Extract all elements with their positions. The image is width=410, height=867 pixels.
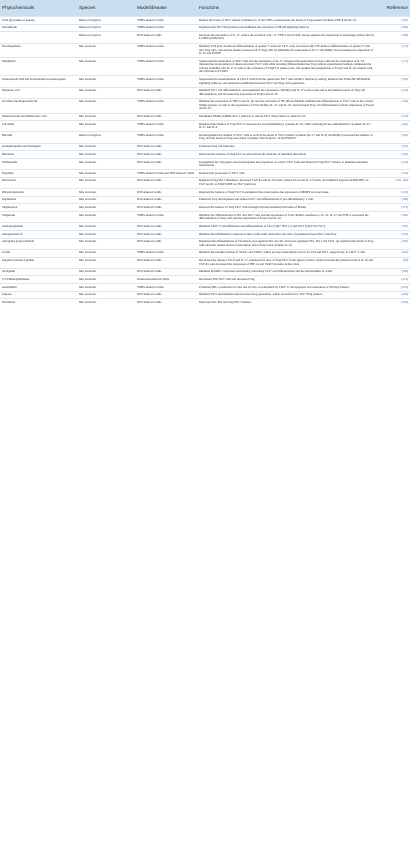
cell-functions: Regulated Treg/Th17 imbalance, increased TGF-β1 and IL-10 levels, reduced IL-6 and IL-17 levels, and inhibited hypoxia-mTOR-HIF-1α-Th17 and IL-6-STAT3-HIF-1α-Th17 pathways <box>197 177 377 188</box>
cell-functions: Inhibited TGF-β/IL-6-induced differentiation of splenic T cells into Th17 cells, increased GM-CSF-induced differentiation of splenic T cells into Treg cells, restored the balance between Th17/Treg cells by inhibiting the expression of IL-17 and RORγt and increasing the expression of IL-10 and FOXP3 <box>197 43 377 58</box>
cell-model-disease: TNBS-induced colitis <box>135 212 197 223</box>
header-reference: Reference <box>377 0 410 17</box>
cell-reference[interactable]: (149) <box>377 151 410 159</box>
cell-species: Mus musculus <box>77 98 135 113</box>
cell-species: Mus musculus <box>77 238 135 249</box>
cell-model-disease: TNBS-induced colitis <box>135 132 197 143</box>
table-row <box>0 158 410 169</box>
cell-species: Mus musculus <box>77 76 135 87</box>
cell-reference[interactable]: (115) <box>377 43 410 58</box>
cell-phytochemical: Baicalin <box>0 132 77 143</box>
cell-reference[interactable]: (187) <box>377 223 410 231</box>
table-row <box>0 43 410 58</box>
cell-phytochemical: Mangiferin <box>0 58 77 76</box>
cell-phytochemical: Daphnetine <box>0 196 77 204</box>
cell-functions: Inhibited Th17 development and increased Treg generation, which is beneficial to Th17/Treg balance <box>197 291 377 299</box>
cell-functions: Inhibited the differentiation of Th1 and Th17 cells and the expression of T-bet, RORγt, interferon-γ, IL-12, IL-17 and TNF-α, increased the differentiation of Treg cells and the expression of Foxp3 and IL-10. <box>197 212 377 223</box>
cell-species: Rattus norvegicus <box>77 32 135 43</box>
cell-species: Mus musculus <box>77 291 135 299</box>
table-row <box>0 32 410 43</box>
cell-functions: Downregulated the number of Th17 cells as well as the levels of Th17-related cytokines (IL-17 and IL-6) and RORγt; increased the number of Treg, and the levels of Treg-associated cytokines TGF-β and IL-10 and FOXP3 <box>197 132 377 143</box>
cell-model-disease: DSS-induced colitis <box>135 113 197 121</box>
cell-reference[interactable]: (202) <box>377 249 410 257</box>
cell-reference[interactable]: (133) <box>377 113 410 121</box>
cell-functions: Decreased Th2/Th17 cells and increased Treg <box>197 276 377 284</box>
cell-model-disease: DSS-induced colitis <box>135 299 197 306</box>
cell-model-disease: TNBS-induced colitis <box>135 249 197 257</box>
cell-model-disease: DSS-induced colitis <box>135 196 197 204</box>
cell-species: Mus musculus <box>77 299 135 306</box>
cell-model-disease: TNBS-induced colitis and DSS-induced colitis <box>135 170 197 178</box>
phytochemicals-table <box>0 0 410 306</box>
cell-reference[interactable]: (219) <box>377 284 410 292</box>
cell-reference[interactable]: (224) <box>377 291 410 299</box>
cell-model-disease: TNBS-induced colitis <box>135 58 197 76</box>
cell-phytochemical: Neomangiferin <box>0 43 77 58</box>
cell-species: Mus musculus <box>77 276 135 284</box>
cell-phytochemical: Curcumin <box>0 121 77 132</box>
cell-functions: Inhibited mTORC1 activation and thereby preventing Th17 cell differentiation and the development of colitis <box>197 268 377 276</box>
cell-species: Mus musculus <box>77 223 135 231</box>
cell-reference[interactable]: (129) <box>377 98 410 113</box>
cell-functions: Inhibited the phosphorylation of STAT1 and STAT3, which are key transcription factors for Th1 and Th17, respectively, in CD4+ T cells <box>197 249 377 257</box>
cell-reference[interactable]: (140) <box>377 121 410 132</box>
table-row <box>0 189 410 197</box>
cell-species: Mus musculus <box>77 151 135 159</box>
cell-phytochemical: Madecassoside and Madecassic acid <box>0 113 77 121</box>
cell-species: Mus musculus <box>77 212 135 223</box>
cell-reference[interactable]: (142) <box>377 132 410 143</box>
cell-functions: Enhanced Treg development and reduced th17 cell differentiation of pro-inflammatory T cells <box>197 196 377 204</box>
cell-phytochemical: Total glycosides of paeony <box>0 17 77 25</box>
cell-functions: Reduced the proportion of Th17 cells <box>197 170 377 178</box>
cell-reference[interactable]: (168) <box>377 196 410 204</box>
cell-phytochemical: 3,3'-Diindolylmethane <box>0 276 77 284</box>
cell-phytochemical <box>0 32 77 43</box>
cell-reference[interactable]: (125) <box>377 87 410 98</box>
table-body <box>0 17 410 307</box>
table-row <box>0 58 410 76</box>
table-row <box>0 204 410 212</box>
cell-reference[interactable]: (182) <box>377 212 410 223</box>
cell-species: Mus musculus <box>77 257 135 268</box>
cell-species: Mus musculus <box>77 58 135 76</box>
cell-reference[interactable]: (193) <box>377 230 410 238</box>
cell-model-disease: TNBS-induced colitis <box>135 76 197 87</box>
cell-species: Mus musculus <box>77 121 135 132</box>
table-row <box>0 87 410 98</box>
table-row <box>0 151 410 159</box>
table-row <box>0 212 410 223</box>
table-row <box>0 249 410 257</box>
table-row <box>0 98 410 113</box>
cell-reference[interactable]: (117) <box>377 58 410 76</box>
cell-reference[interactable]: (154) <box>377 170 410 178</box>
cell-phytochemical: Arctigenin <box>0 268 77 276</box>
cell-reference[interactable]: (108) <box>377 32 410 43</box>
cell-phytochemical: Astragaloside IV <box>0 230 77 238</box>
cell-species: Mus musculus <box>77 143 135 151</box>
cell-model-disease: TNBS-induced colitis <box>135 98 197 113</box>
cell-functions: Regulated the Th17/Treg balance and inhibited the activation of NF-κB signaling pathway <box>197 24 377 32</box>
cell-model-disease: DSS-induced colitis <box>135 257 197 268</box>
cell-reference[interactable]: (230) <box>377 299 410 306</box>
cell-phytochemical: Icariin <box>0 249 77 257</box>
cell-model-disease: DSS-induced colitis <box>135 238 197 249</box>
cell-model-disease: DSS-induced colitis <box>135 158 197 169</box>
cell-phytochemical: Andrographolide <box>0 223 77 231</box>
cell-model-disease: DSS-induced colitis <box>135 87 197 98</box>
cell-species: Mus musculus <box>77 177 135 188</box>
cell-model-disease: TNBS-induced colitis <box>135 284 197 292</box>
cell-functions: Improved Th1/Th2 and Treg/Th17 balance <box>197 299 377 306</box>
table-row <box>0 170 410 178</box>
cell-species: Mus musculus <box>77 230 135 238</box>
cell-species: Rattus norvegicus <box>77 24 135 32</box>
table-row <box>0 121 410 132</box>
cell-functions: Regulated the balance of Treg/Th17 to increase the anti-inflammatory cytokine IL-10, while reducing the pro-inflammatory cytokines IL-23, IL-17 and IL-6 <box>197 121 377 132</box>
cell-model-disease: DSS-induced colitis <box>135 32 197 43</box>
cell-functions: Restored the balance of Treg/Th17 cells through butyrate-mediated activation of PPARγ <box>197 204 377 212</box>
cell-species: Rattus norvegicus <box>77 132 135 143</box>
cell-reference[interactable]: (105) <box>377 17 410 25</box>
cell-species: Mus musculus <box>77 268 135 276</box>
cell-model-disease: Oxazolone-induced colitis <box>135 276 197 284</box>
cell-model-disease: DSS-induced colitis <box>135 189 197 197</box>
table-row <box>0 132 410 143</box>
cell-model-disease: TNBS-induced colitis <box>135 24 197 32</box>
cell-species: Mus musculus <box>77 196 135 204</box>
cell-reference[interactable]: (106) <box>377 24 410 32</box>
cell-phytochemical: Resveratrol <box>0 177 77 188</box>
cell-phytochemical: Dihydromyricetin <box>0 189 77 197</box>
cell-phytochemical: Juglone <box>0 291 77 299</box>
cell-model-disease: TNBS-induced colitis <box>135 17 197 25</box>
cell-functions: Reduce the levels of Th17-related cytokines IL-17 and TNF-α and increase the levels of Treg-related cytokines TNF-β and IL-10 <box>197 17 377 25</box>
cell-reference[interactable]: (214) <box>377 276 410 284</box>
cell-phytochemical: Tangeretin <box>0 212 77 223</box>
table-row <box>0 238 410 249</box>
cell-model-disease: DSS-induced colitis <box>135 177 197 188</box>
cell-phytochemical: Isoliquiritigenin and Naringinin <box>0 143 77 151</box>
header-species: Species <box>77 0 135 17</box>
cell-phytochemical: Ocotillol and Majonoside R2 <box>0 98 77 113</box>
cell-reference[interactable]: (147) <box>377 143 410 151</box>
cell-functions: Inhibited the expression of TNF-α and IL-1β, and the activation of NF-κB and MAPK; inhibited the differentiation of Th17 cells in the colonic lamina propria, as well as the expression of T-bet, RORγt, IL-17, and IL-23, and increased Treg cell differentiation and the expression of Foxp3 and IL-10 <box>197 98 377 113</box>
table-row <box>0 223 410 231</box>
table-row <box>0 276 410 284</box>
cell-reference[interactable]: (119) <box>377 76 410 87</box>
header-functions: Functions <box>197 0 377 17</box>
table-row <box>0 143 410 151</box>
cell-phytochemical: Parthenolide <box>0 158 77 169</box>
table-header-row <box>0 0 410 17</box>
cell-phytochemical: Oleanolic acid <box>0 87 77 98</box>
cell-functions: Regulated the differentiation of Th subsets, up-regulated Th1 and Th, and down-regulated Th1, Th17 and Th21; up-regulated the levels of Treg cells and their related nuclear transcription factor Foxp3 and cytokine IL-10. <box>197 238 377 249</box>
cell-phytochemical: Stigmasterol <box>0 204 77 212</box>
cell-phytochemical: Artemisinin <box>0 284 77 292</box>
cell-model-disease: DSS-induced colitis <box>135 291 197 299</box>
cell-species: Mus musculus <box>77 170 135 178</box>
cell-species: Mus musculus <box>77 87 135 98</box>
cell-functions: Improved the balance of Treg/Th17 in and reduced the diversity of intestinal microbiota <box>197 151 377 159</box>
table-row <box>0 291 410 299</box>
cell-species: Mus musculus <box>77 43 135 58</box>
cell-species: Mus musculus <box>77 189 135 197</box>
header-phytochemicals: Phytochemicals <box>0 0 77 17</box>
cell-species: Mus musculus <box>77 249 135 257</box>
cell-functions: Suppressed the maturation of Th17 cells and the expression of IL-17, enhanced the generation of Treg cells and the expression of IL-10, impeded the development of splenocytes into Th17 cells while boosting differentiation into Treg cells in experimental settings, dampened the activity of RORγt and IL-17 as well as the activation of STAT3 in splenocytes, and sparked the upregulation of Foxp3 and IL-10 coupled with the activation of STAT5 <box>197 58 377 76</box>
cell-phytochemical: Epigallocatechin-3-gallate <box>0 257 77 268</box>
cell-functions: Inhibited CD4+ T cell infiltration and differentiation of Th1 (CD4+ IFN-γ+) and Th17 (CD4+ IL17A+). <box>197 223 377 231</box>
cell-functions: Modulated PPARγ/AMPK/ACC1 pathway to restore Th17/Treg balance to improve UC <box>197 113 377 121</box>
cell-functions: Promoted HO-1 production in vitro and in vivo, accompanied by CD4+ T cell apoptosis and restoration of Th/Treg balance <box>197 284 377 292</box>
cell-reference[interactable]: (173) <box>377 204 410 212</box>
cell-species: Mus musculus <box>77 284 135 292</box>
table-row <box>0 230 410 238</box>
cell-model-disease: DSS-induced colitis <box>135 230 197 238</box>
cell-model-disease: DSS-induced colitis <box>135 268 197 276</box>
table-row <box>0 284 410 292</box>
cell-functions: Restored the balance of Treg/Th17 in peripheral blood and reduce the expression of MMP9 in colon tissue <box>197 189 377 197</box>
cell-model-disease: DSS-induced colitis <box>135 204 197 212</box>
cell-phytochemical: Berberine <box>0 151 77 159</box>
cell-functions: Decreased the release of IL-6 and IL-17, regulated the ratio of Treg/Th17 in the spleen of mice, while increased the plasma levels of IL-10 and TGF-β1, and decreased the expression of HIF-1α and STAT3 proteins in the colon <box>197 257 377 268</box>
cell-phytochemical: Astragalus polysaccharide <box>0 238 77 249</box>
cell-model-disease: DSS-induced colitis <box>135 151 197 159</box>
cell-species: Rattus norvegicus <box>77 17 135 25</box>
cell-reference[interactable]: (163) <box>377 189 410 197</box>
cell-species: Mus musculus <box>77 158 135 169</box>
table-row <box>0 177 410 188</box>
cell-reference[interactable]: (159, 160) <box>377 177 410 188</box>
cell-species: Mus musculus <box>77 204 135 212</box>
table-row <box>0 257 410 268</box>
cell-phytochemical: Nuciferine <box>0 299 77 306</box>
table-row <box>0 76 410 87</box>
cell-phytochemical: Paeoniflorin <box>0 24 77 32</box>
cell-functions: Inhibited Th17 cell differentiation, downregulated the expression of RORγt and IL-17 in the colon and in the lamina propria of Treg cell differentiation, and increased the expression of Foxp3 and IL-10 <box>197 87 377 98</box>
table-row <box>0 196 410 204</box>
cell-species: Mus musculus <box>77 113 135 121</box>
cell-model-disease: TNBS-induced colitis <box>135 43 197 58</box>
table-row <box>0 268 410 276</box>
cell-reference[interactable]: (195) <box>377 238 410 249</box>
table-row <box>0 17 410 25</box>
cell-functions: Inhibited the inflammatory response in mice with colitis and reduce the ratio of peripheral blood Th17 cells/Treg <box>197 230 377 238</box>
cell-reference[interactable]: (209) <box>377 268 410 276</box>
cell-functions: Decrease the expression of IL-17, reduce the secretion of IL-17, TNF-α and ICAM, and up-regulate the expression of autophagy-related factors LC3BII and Beclin1 <box>197 32 377 43</box>
cell-functions: Promoted Treg cell induction <box>197 143 377 151</box>
cell-functions: Upregulated the Treg genes and downregulate the proportion of colonic Th17 cells and improved Treg/Th17 balance to maintain intestinal homeostasis. <box>197 158 377 169</box>
cell-phytochemical: Polydatin <box>0 170 77 178</box>
cell-model-disease: DSS-induced colitis <box>135 223 197 231</box>
table-row <box>0 299 410 306</box>
table-row <box>0 113 410 121</box>
cell-reference[interactable]: (152) <box>377 158 410 169</box>
cell-functions: Suppressed the transformation of CD4 T cells from the spleen into Th17 cells within a laboratory setting, hindered the TLR4-NF-κB/MAPK signaling pathway, and reinstated equilibrium between Th17 and Treg cell populations. <box>197 76 377 87</box>
cell-model-disease: TNBS-induced colitis <box>135 121 197 132</box>
table-row <box>0 24 410 32</box>
cell-model-disease: DSS-induced colitis <box>135 143 197 151</box>
header-model-disease: Model/disease <box>135 0 197 17</box>
cell-phytochemical: Ternoasporin AIII and its metabolite sarsasapogenin <box>0 76 77 87</box>
cell-reference[interactable]: (39) <box>377 257 410 268</box>
